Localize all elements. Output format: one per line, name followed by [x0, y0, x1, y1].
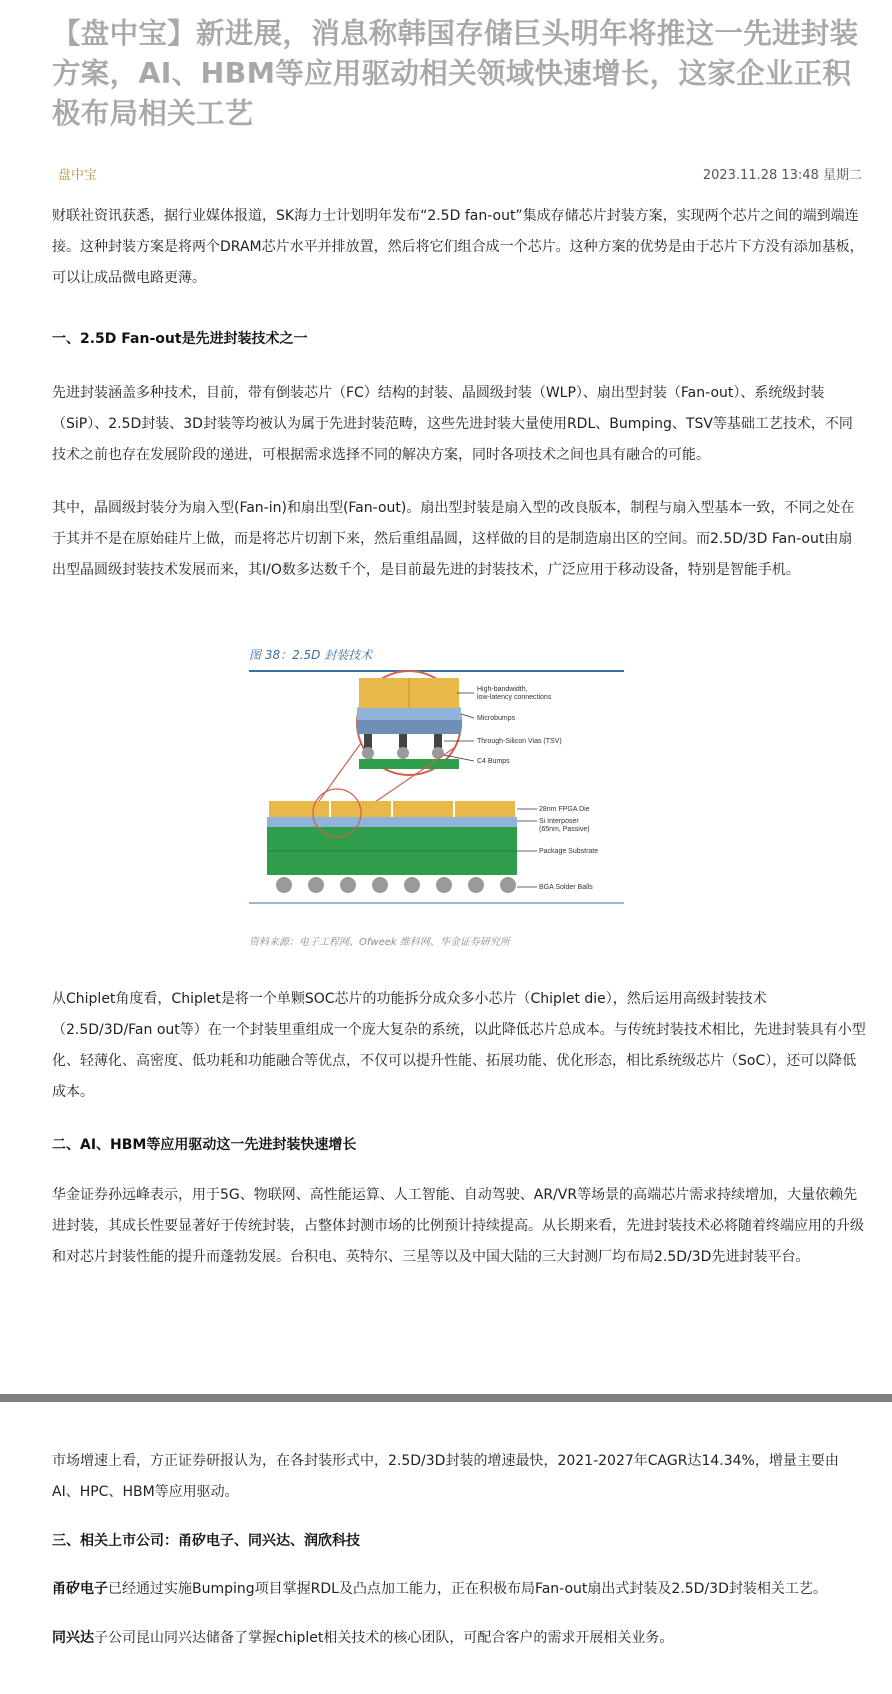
paragraph-advanced-packaging: 先进封装涵盖多种技术，目前，带有倒装芯片（FC）结构的封装、晶圆级封装（WLP）、扇出型封装（Fan-out）、系统级封装（SiP）、2.5D封装、3D封装等均被认为属于先进封装范畴，这些先进封装大量使用RDL、Bumping、TSV等基础工艺技术，不同技术之前也存在发展阶段的递进，可根据需求选择不同的解决方案，同时各项技术之间也具有融合的可能。 [52, 385, 853, 463]
label-substrate: Package Substrate [539, 848, 599, 855]
bga-ball [340, 877, 356, 893]
bga-ball [468, 877, 484, 893]
company-name: 甬矽电子 [52, 1581, 108, 1597]
si-interposer [267, 817, 517, 827]
figure-title: 图 38：2.5D 封装技术 [249, 648, 373, 662]
company-item-1 [52, 1574, 866, 1605]
packaging-diagram [249, 663, 629, 933]
package-stack [267, 789, 517, 893]
section-heading-2: 二、AI、HBM等应用驱动这一先进封装快速增长 [52, 1137, 357, 1153]
paragraph-chiplet: 从Chiplet角度看，Chiplet是将一个单颗SOC芯片的功能拆分成众多小芯片（Chiplet die），然后运用高级封装技术（2.5D/3D/Fan out等）在一个封装里重组成一个庞大复杂的系统，以此降低芯片总成本。与传统封装技术相比，先进封装具有小型化、轻薄化、高密度、低功耗和功能融合等优点，不仅可以提升性能、拓展功能、优化形态，相比系统级芯片（SoC），还可以降低成本。 [52, 991, 866, 1100]
zoom-leader-left [314, 743, 361, 808]
company-name: 同兴达 [52, 1630, 94, 1646]
zoom-c4-bump [362, 747, 374, 759]
zoom-substrate [359, 759, 459, 769]
label-microbumps: Microbumps [477, 715, 516, 722]
company-desc: 子公司昆山同兴达储备了掌握chiplet相关技术的核心团队，可配合客户的需求开展相关业务。 [94, 1630, 674, 1646]
figure-2-5d-packaging [249, 646, 629, 948]
zoom-c4-bump [397, 747, 409, 759]
label-hbw2: low-latency connections [477, 694, 552, 701]
label-fpga: 28nm FPGA Die [539, 806, 590, 813]
zoom-detail [357, 671, 461, 775]
zoom-tsv [399, 734, 407, 748]
bga-ball [500, 877, 516, 893]
section-heading-3: 三、相关上市公司：甬矽电子、同兴达、润欣科技 [52, 1533, 360, 1549]
label-hbw: High-bandwidth, [477, 686, 528, 693]
zoom-interposer [357, 720, 461, 734]
label-tsv: Through-Silicon Vias (TSV) [477, 738, 562, 745]
label-interposer: Si Interposer [539, 818, 579, 825]
company-desc: 已经通过实施Bumping项目掌握RDL及凸点加工能力，正在积极布局Fan-out扇出式封装及2.5D/3D封装相关工艺。 [108, 1581, 827, 1597]
bga-ball [404, 877, 420, 893]
article-title: 【盘中宝】新进展，消息称韩国存储巨头明年将推这一先进封装方案，AI、HBM等应用驱动相关领域快速增长，这家企业正积极布局相关工艺 [52, 17, 859, 130]
bga-ball [308, 877, 324, 893]
section-divider [0, 1394, 892, 1402]
bga-ball [436, 877, 452, 893]
article-continued [0, 1446, 892, 1654]
section-heading-1: 一、2.5D Fan-out是先进封装技术之一 [52, 331, 308, 347]
label-interposer2: (65nm, Passive) [539, 826, 590, 833]
bga-ball [372, 877, 388, 893]
publish-datetime: 2023.11.28 13:48 星期二 [702, 168, 862, 183]
company-item-2 [52, 1623, 866, 1654]
paragraph-fan-out: 其中，晶圆级封装分为扇入型(Fan-in)和扇出型(Fan-out)。扇出型封装是扇入型的改良版本，制程与扇入型基本一致，不同之处在于其并不是在原始硅片上做，而是将芯片切割下来，然后重组晶圆，这样做的目的是制造扇出区的空间。而2.5D/3D Fan-out由扇出型晶圆级封装技术发展而来，其I/O数多达数千个，是目前最先进的封装技术，广泛应用于移动设备，特别是智能手机。 [52, 500, 855, 578]
paragraph-market: 市场增速上看，方正证券研报认为，在各封装形式中，2.5D/3D封装的增速最快，2021-2027年CAGR达14.34%，增量主要由AI、HPC、HBM等应用驱动。 [52, 1453, 839, 1500]
paragraph-intro: 财联社资讯获悉，据行业媒体报道，SK海力士计划明年发布“2.5D fan-out”集成存储芯片封装方案，实现两个芯片之间的端到端连接。这种封装方案是将两个DRAM芯片水平并排放置，然后将它们组合成一个芯片。这种方案的优势是由于芯片下方没有添加基板，可以让成品微电路更薄。 [52, 208, 864, 286]
zoom-tsv [434, 734, 442, 748]
zoom-tsv [364, 734, 372, 748]
zoom-c4-bump [432, 747, 444, 759]
zoom-microbumps [357, 708, 461, 720]
paragraph-growth: 华金证券孙远峰表示，用于5G、物联网、高性能运算、人工智能、自动驾驶、AR/VR等场景的高端芯片需求持续增加，大量依赖先进封装，其成长性要显著好于传统封装，占整体封测市场的比例预计持续提高。从长期来看，先进封装技术必将随着终端应用的升级和对芯片封装性能的提升而蓬勃发展。台积电、英特尔、三星等以及中国大陆的三大封测厂均布局2.5D/3D先进封装平台。 [52, 1187, 864, 1265]
label-c4: C4 Bumps [477, 758, 510, 765]
figure-source: 资料来源：电子工程网、Ofweek 维科网、华金证券研究所 [249, 937, 510, 948]
article [0, 14, 892, 1273]
fpga-die [393, 801, 453, 817]
source-link[interactable]: 盘中宝 [58, 168, 98, 183]
fpga-die [455, 801, 515, 817]
article-meta [52, 164, 866, 183]
bga-ball [276, 877, 292, 893]
label-bga: BGA Solder Balls [539, 884, 593, 891]
fpga-die [269, 801, 329, 817]
